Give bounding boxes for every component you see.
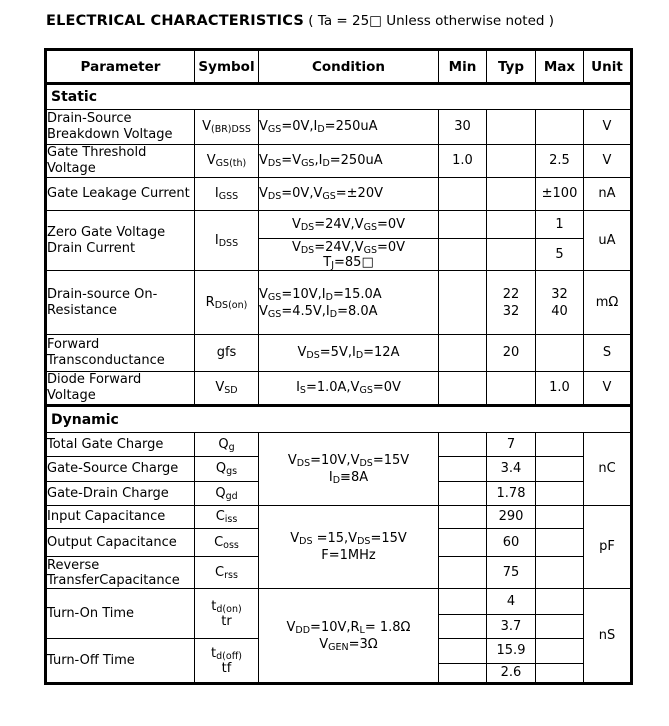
- symbol-idss: $I_{DSS}$: [195, 211, 259, 271]
- unit-gate-leakage: nA: [584, 178, 632, 211]
- max-diode-forward: 1.0: [536, 372, 584, 406]
- unit-diode-forward: V: [584, 372, 632, 406]
- symbol-turn-off: [195, 639, 259, 684]
- symbol-qgs: $Q_{gs}$: [195, 457, 259, 482]
- typ-gate-threshold: [487, 145, 536, 178]
- condition-on-resistance-line2: $V_{GS}=4.5V,I_D=8.0A$: [259, 303, 378, 320]
- condition-zero-gate-b: [259, 239, 439, 271]
- min-on-resistance: [439, 271, 487, 335]
- col-header-min: Min: [439, 50, 487, 84]
- min-transconductance: [439, 335, 487, 372]
- max-gate-source-charge: [536, 457, 584, 482]
- title-note: ( Ta = 25□ Unless otherwise noted ): [308, 13, 555, 29]
- typ-turn-off-a: 15.9: [487, 639, 536, 664]
- page-title: [46, 13, 669, 29]
- param-gate-drain-charge: Gate-Drain Charge: [46, 482, 195, 506]
- condition-gate-leakage: $V_{DS}=0V,V_{GS}=\pm 20V$: [259, 178, 439, 211]
- row-total-gate-charge: [46, 433, 632, 457]
- max-zero-gate-b: 5: [536, 239, 584, 271]
- condition-switching-line1: $V_{DD}=10V,R_L= 1.8\Omega$: [286, 619, 411, 636]
- param-breakdown-voltage: Drain-Source Breakdown Voltage: [46, 110, 195, 145]
- param-gate-threshold: Gate Threshold Voltage: [46, 145, 195, 178]
- max-turn-off-a: [536, 639, 584, 664]
- unit-zero-gate: uA: [584, 211, 632, 271]
- condition-capacitance-line1: $V_{DS} =15,V_{DS}=15V$: [290, 531, 407, 547]
- param-input-capacitance: Input Capacitance: [46, 506, 195, 529]
- typ-on-resistance-line1: 22: [502, 286, 520, 302]
- param-reverse-capacitance: Reverse TransferCapacitance: [46, 557, 195, 589]
- min-gate-drain-charge: [439, 482, 487, 506]
- row-diode-forward: [46, 372, 632, 406]
- symbol-ciss: $C_{iss}$: [195, 506, 259, 529]
- max-turn-on-a: [536, 589, 584, 615]
- min-zero-gate-b: [439, 239, 487, 271]
- typ-turn-off-b: 2.6: [487, 664, 536, 684]
- typ-output-capacitance: 60: [487, 529, 536, 557]
- param-transconductance: Forward Transconductance: [46, 335, 195, 372]
- typ-breakdown: [487, 110, 536, 145]
- symbol-vsd: $V_{SD}$: [195, 372, 259, 406]
- typ-turn-on-a: 4: [487, 589, 536, 615]
- param-output-capacitance: Output Capacitance: [46, 529, 195, 557]
- max-turn-on-b: [536, 615, 584, 639]
- symbol-turn-on: [195, 589, 259, 639]
- symbol-igss: $I_{GSS}$: [195, 178, 259, 211]
- param-zero-gate: Zero Gate Voltage Drain Current: [46, 211, 195, 271]
- unit-transconductance: S: [584, 335, 632, 372]
- max-turn-off-b: [536, 664, 584, 684]
- row-gate-leakage: [46, 178, 632, 211]
- typ-reverse-capacitance: 75: [487, 557, 536, 589]
- max-on-resistance-line2: 40: [551, 303, 568, 319]
- col-header-typ: Typ: [487, 50, 536, 84]
- condition-transconductance: $V_{DS}=5V,I_D=12A$: [259, 335, 439, 372]
- condition-on-resistance: [259, 271, 439, 335]
- symbol-tf: tf: [221, 660, 232, 676]
- section-row-dynamic: [46, 406, 632, 433]
- condition-charge-line1: $V_{DS}=10V,V_{DS}=15V$: [287, 453, 410, 469]
- min-turn-off-b: [439, 664, 487, 684]
- typ-gate-leakage: [487, 178, 536, 211]
- symbol-qgd: $Q_{gd}$: [195, 482, 259, 506]
- max-on-resistance-line1: 32: [551, 286, 568, 302]
- min-turn-off-a: [439, 639, 487, 664]
- col-header-max: Max: [536, 50, 584, 84]
- typ-zero-gate-a: [487, 211, 536, 239]
- col-header-unit: Unit: [584, 50, 632, 84]
- max-gate-leakage: ±100: [536, 178, 584, 211]
- max-reverse-capacitance: [536, 557, 584, 589]
- typ-total-gate-charge: 7: [487, 433, 536, 457]
- row-transconductance: [46, 335, 632, 372]
- condition-breakdown: $V_{GS}=0V,I_D=250uA$: [259, 110, 439, 145]
- param-diode-forward: Diode Forward Voltage: [46, 372, 195, 406]
- min-turn-on-a: [439, 589, 487, 615]
- section-row-static: [46, 84, 632, 110]
- max-gate-drain-charge: [536, 482, 584, 506]
- symbol-coss: $C_{oss}$: [195, 529, 259, 557]
- max-on-resistance: [536, 271, 584, 335]
- row-gate-threshold: [46, 145, 632, 178]
- condition-diode-forward: $I_S=1.0A,V_{GS}=0V$: [259, 372, 439, 406]
- condition-gate-threshold: $V_{DS}=V_{GS},I_D=250uA$: [259, 145, 439, 178]
- condition-zero-gate-b-line2: $T_J=85□$: [323, 254, 374, 271]
- param-gate-leakage: Gate Leakage Current: [46, 178, 195, 211]
- unit-switching-group: nS: [584, 589, 632, 684]
- min-turn-on-b: [439, 615, 487, 639]
- typ-gate-source-charge: 3.4: [487, 457, 536, 482]
- symbol-crss: $C_{rss}$: [195, 557, 259, 589]
- unit-breakdown: V: [584, 110, 632, 145]
- min-input-capacitance: [439, 506, 487, 529]
- unit-on-resistance: mΩ: [584, 271, 632, 335]
- typ-on-resistance-line2: 32: [502, 303, 520, 319]
- min-gate-leakage: [439, 178, 487, 211]
- unit-gate-threshold: V: [584, 145, 632, 178]
- min-zero-gate-a: [439, 211, 487, 239]
- typ-turn-on-b: 3.7: [487, 615, 536, 639]
- col-header-symbol: Symbol: [195, 50, 259, 84]
- symbol-vgsth: $V_{GS(th)}$: [195, 145, 259, 178]
- symbol-qg: $Q_g$: [195, 433, 259, 457]
- condition-capacitance-group: [259, 506, 439, 589]
- symbol-td-on: $t_{d(on)}$: [211, 598, 242, 615]
- typ-input-capacitance: 290: [487, 506, 536, 529]
- max-total-gate-charge: [536, 433, 584, 457]
- title-heading: ELECTRICAL CHARACTERISTICS: [46, 13, 304, 29]
- typ-zero-gate-b: [487, 239, 536, 271]
- symbol-vbrdss: $V_{(BR)DSS}$: [195, 110, 259, 145]
- param-on-resistance: Drain-source On-Resistance: [46, 271, 195, 335]
- param-turn-on-time: Turn-On Time: [46, 589, 195, 639]
- section-label-static: Static: [46, 84, 632, 110]
- typ-diode-forward: [487, 372, 536, 406]
- min-reverse-capacitance: [439, 557, 487, 589]
- condition-zero-gate-b-line1: $V_{DS}=24V,V_{GS}=0V$: [291, 239, 406, 256]
- symbol-td-off: $t_{d(off)}$: [211, 645, 242, 662]
- min-breakdown: 30: [439, 110, 487, 145]
- typ-on-resistance: [487, 271, 536, 335]
- row-turn-on-a: [46, 589, 632, 615]
- condition-switching-group: [259, 589, 439, 684]
- condition-capacitance-line2: F=1MHz: [321, 548, 376, 563]
- row-breakdown-voltage: [46, 110, 632, 145]
- section-label-dynamic: Dynamic: [46, 406, 632, 433]
- min-diode-forward: [439, 372, 487, 406]
- typ-gate-drain-charge: 1.78: [487, 482, 536, 506]
- condition-zero-gate-a: $V_{DS}=24V,V_{GS}=0V$: [259, 211, 439, 239]
- row-zero-gate-a: [46, 211, 632, 239]
- col-header-condition: Condition: [259, 50, 439, 84]
- max-output-capacitance: [536, 529, 584, 557]
- condition-on-resistance-line1: $V_{GS}=10V,I_D=15.0A$: [259, 286, 382, 303]
- symbol-tr: tr: [221, 613, 232, 629]
- condition-switching-line2: $V_{GEN}=3\Omega$: [319, 636, 378, 653]
- row-input-capacitance: [46, 506, 632, 529]
- header-row: [46, 50, 632, 84]
- min-total-gate-charge: [439, 433, 487, 457]
- param-gate-source-charge: Gate-Source Charge: [46, 457, 195, 482]
- max-gate-threshold: 2.5: [536, 145, 584, 178]
- electrical-characteristics-table: [44, 48, 633, 685]
- max-input-capacitance: [536, 506, 584, 529]
- col-header-parameter: Parameter: [46, 50, 195, 84]
- symbol-rdson: $R_{DS(on)}$: [195, 271, 259, 335]
- param-total-gate-charge: Total Gate Charge: [46, 433, 195, 457]
- max-zero-gate-a: 1: [536, 211, 584, 239]
- param-turn-off-time: Turn-Off Time: [46, 639, 195, 684]
- condition-charge-line2: $I_D\equiv 8A$: [328, 470, 369, 486]
- unit-capacitance-group: pF: [584, 506, 632, 589]
- typ-transconductance: 20: [487, 335, 536, 372]
- min-gate-source-charge: [439, 457, 487, 482]
- min-output-capacitance: [439, 529, 487, 557]
- unit-charge-group: nC: [584, 433, 632, 506]
- row-on-resistance: [46, 271, 632, 335]
- symbol-gfs: gfs: [195, 335, 259, 372]
- min-gate-threshold: 1.0: [439, 145, 487, 178]
- max-breakdown: [536, 110, 584, 145]
- condition-charge-group: [259, 433, 439, 506]
- max-transconductance: [536, 335, 584, 372]
